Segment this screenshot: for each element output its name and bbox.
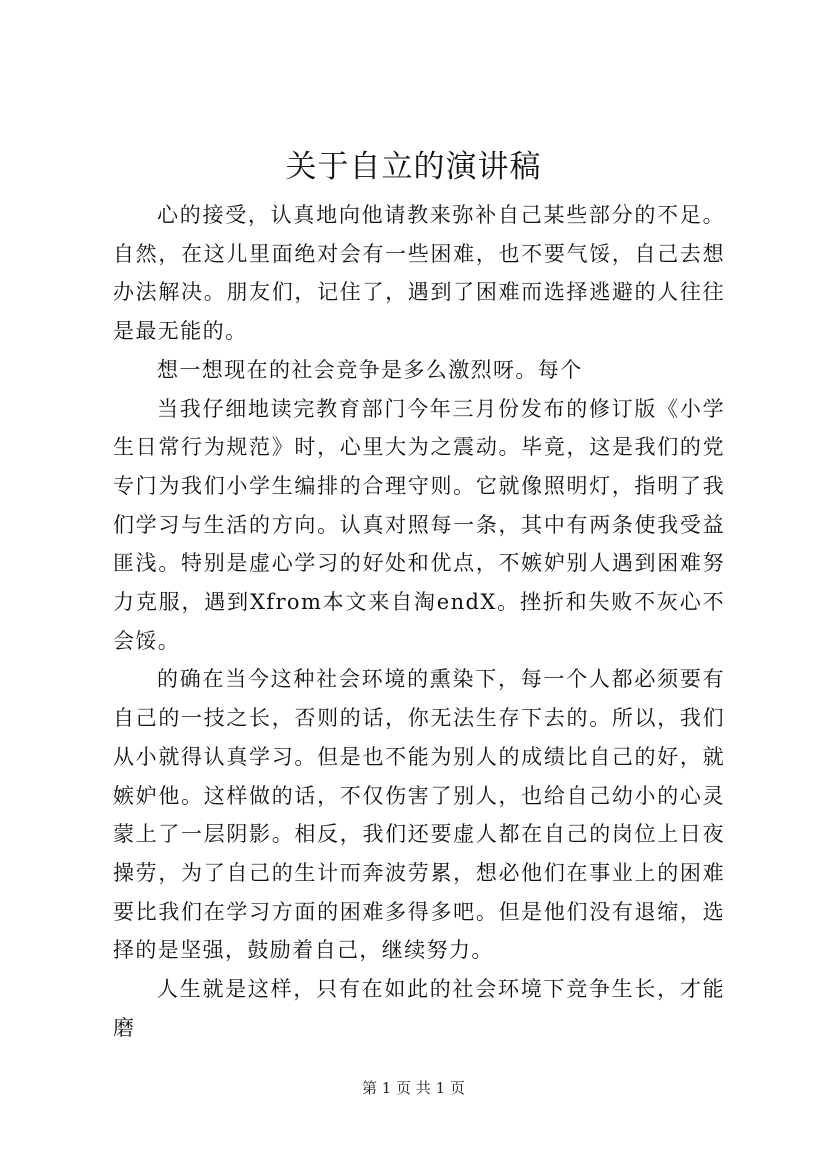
- page-footer: 第 1 页 共 1 页: [362, 1079, 465, 1097]
- paragraph: 的确在当今这种社会环境的熏染下，每一个人都必须要有自己的一技之长，否则的话，你无法生存下去的。所以，我们从小就得认真学习。但是也不能为别人的成绩比自己的好，就嫉妒他。这样做的话，不仅伤害了别人，也给自己幼小的心灵蒙上了一层阴影。相反，我们还要虚人都在自己的岗位上日夜操劳，为了自己的生计而奔波劳累，想必他们在事业上的困难要比我们在学习方面的困难多得多吧。但是他们没有退缩，选择的是坚强，鼓励着自己，继续努力。: [113, 667, 725, 963]
- paragraph: 当我仔细地读完教育部门今年三月份发布的修订版《小学生日常行为规范》时，心里大为之震动。毕竟，这是我们的党专门为我们小学生编排的合理守则。它就像照明灯，指明了我们学习与生活的方向。认真对照每一条，其中有两条使我受益匪浅。特别是虚心学习的好处和优点，不嫉妒别人遇到困难努力克服，遇到Xfrom本文来自淘endX。挫折和失败不灰心不会馁。: [113, 396, 725, 653]
- document-body: [113, 196, 725, 1047]
- paragraph: 人生就是这样，只有在如此的社会环境下竞争生长，才能磨: [113, 977, 725, 1040]
- paragraph: 想一想现在的社会竞争是多么激烈呀。每个: [157, 357, 583, 382]
- page-title: 关于自立的演讲稿: [285, 149, 542, 185]
- paragraph: 心的接受，认真地向他请教来弥补自己某些部分的不足。自然，在这儿里面绝对会有一些困难，也不要气馁，自己去想办法解决。朋友们，记住了，遇到了困难而选择逃避的人往往是最无能的。: [113, 203, 725, 344]
